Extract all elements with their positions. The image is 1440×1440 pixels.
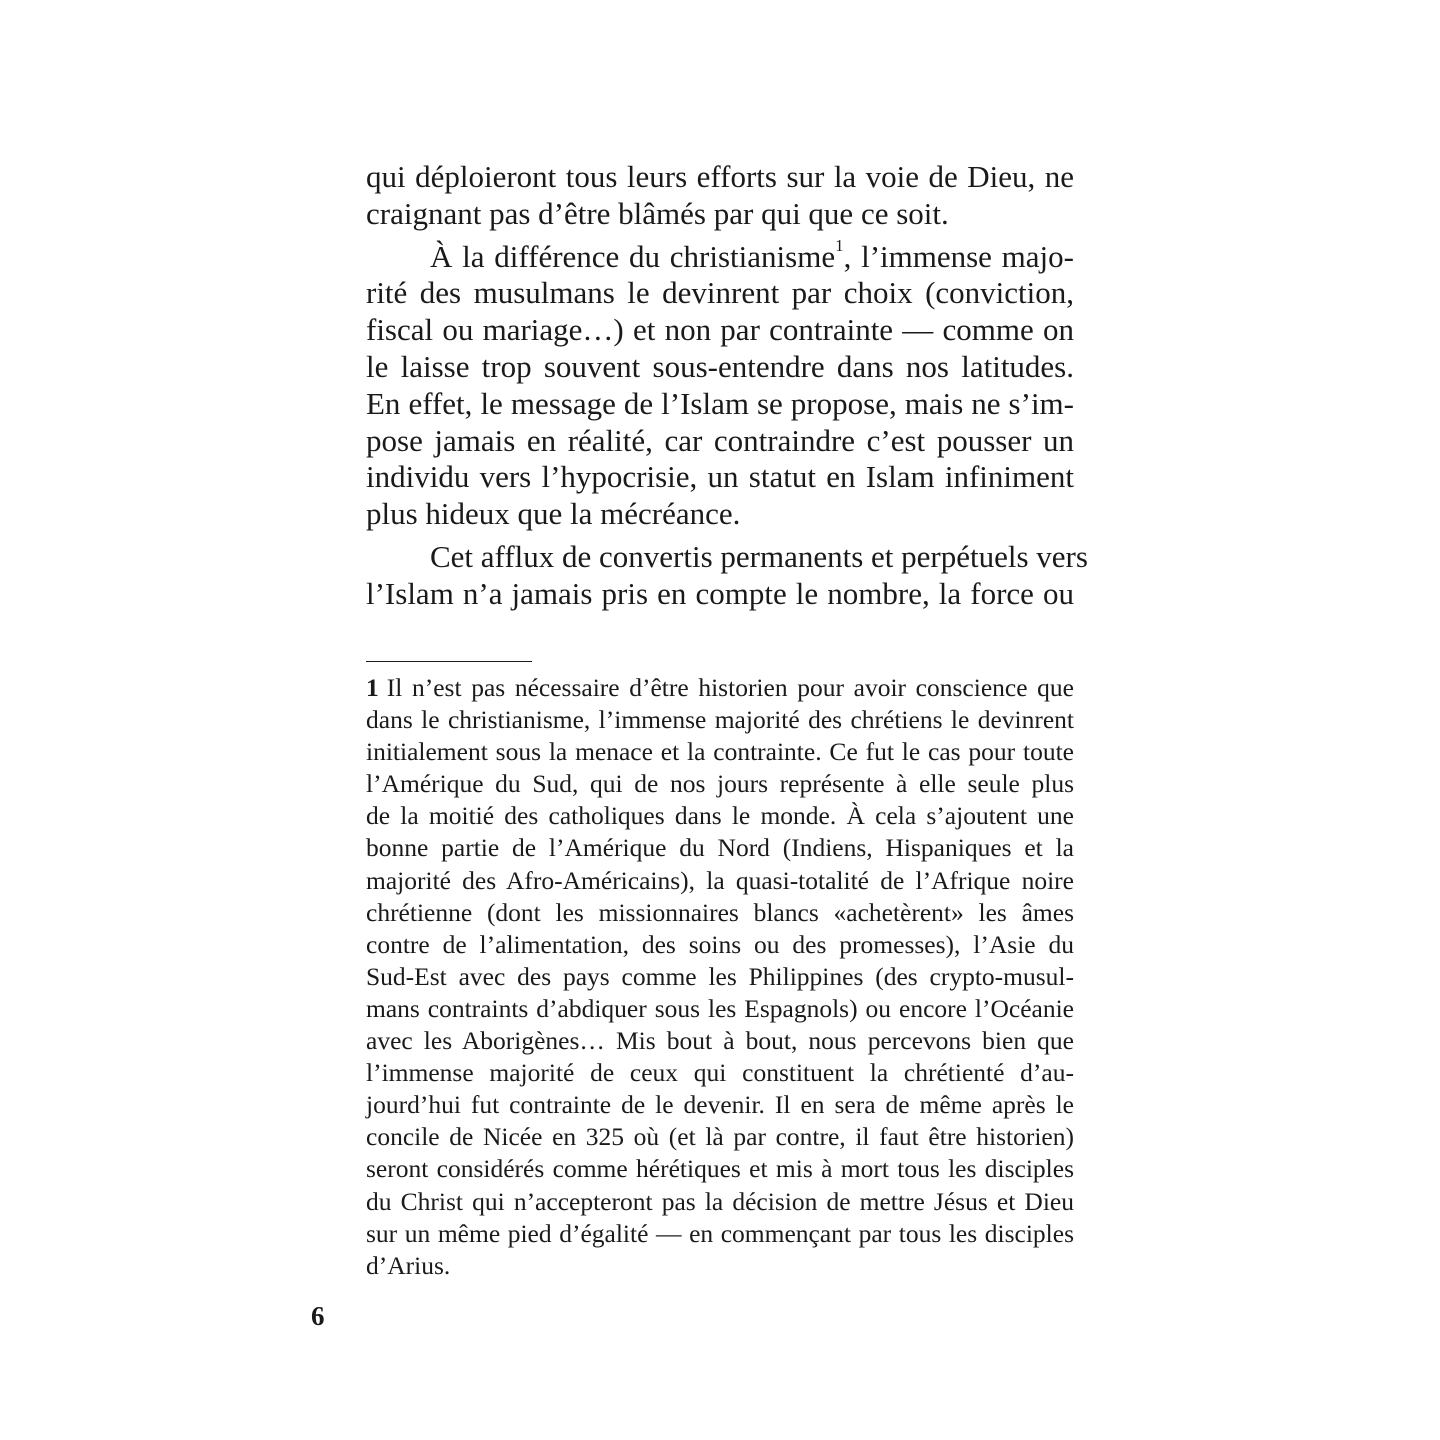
footnote-line: du Christ qui n’accepteront pas la décision de mettre Jésus et Dieu xyxy=(366,1186,1074,1216)
text-line: Cet afflux de convertis permanents et perpétuels vers xyxy=(430,538,1088,574)
footnote-line: l’immense majorité de ceux qui constituent la chrétienté d’au- xyxy=(366,1058,1074,1088)
text-line: rité des musulmans le devinrent par choix (conviction, xyxy=(366,275,1074,311)
footnote-line: contre de l’alimentation, des soins ou des promesses), l’Asie du xyxy=(366,929,1074,959)
text-segment: Il n’est pas nécessaire d’être historien pour avoir conscience que xyxy=(386,673,1074,702)
footnote-reference: 1 xyxy=(835,235,844,255)
page-number: 6 xyxy=(311,1301,325,1331)
footnote-line: l’Amérique du Sud, qui de nos jours représente à elle seule plus xyxy=(366,769,1074,799)
footnote-line: chrétienne (dont les missionnaires blancs «achetèrent» les âmes xyxy=(366,897,1074,927)
footnote-line: seront considérés comme hérétiques et mis à mort tous les disciples xyxy=(366,1154,1074,1184)
text-line: craignant pas d’être blâmés par qui que ce soit. xyxy=(366,195,949,231)
footnote-line: majorité des Afro-Américains), la quasi-totalité de l’Afrique noire xyxy=(366,865,1074,895)
text-line: l’Islam n’a jamais pris en compte le nombre, la force ou xyxy=(366,575,1074,611)
footnote-line: jourd’hui fut contrainte de le devenir. Il en sera de même après le xyxy=(366,1090,1074,1120)
text-line: pose jamais en réalité, car contraindre c’est pousser un xyxy=(366,422,1074,458)
text-line: En effet, le message de l’Islam se propose, mais ne s’im- xyxy=(366,385,1074,421)
footnote-line: Sud-Est avec des pays comme les Philippines (des crypto-musul- xyxy=(366,961,1074,991)
main-text xyxy=(366,159,1088,613)
footnote-line: initialement sous la menace et la contrainte. Ce fut le cas pour toute xyxy=(366,737,1074,767)
footnote-line: de la moitié des catholiques dans le monde. À cela s’ajoutent une xyxy=(366,801,1074,831)
footnote-number: 1 xyxy=(366,673,379,702)
footnote-line: concile de Nicée en 325 où (et là par contre, il faut être historien) xyxy=(366,1122,1074,1152)
footnote-line xyxy=(366,672,1074,704)
footnote-line: dans le christianisme, l’immense majorité des chrétiens le devinrent xyxy=(366,705,1074,735)
text-line: le laisse trop souvent sous-entendre dans nos latitudes. xyxy=(366,348,1074,384)
text-line: plus hideux que la mécréance. xyxy=(366,496,741,532)
footnote xyxy=(366,672,1074,1282)
footnote-line: mans contraints d’abdiquer sous les Espagnols) ou encore l’Océanie xyxy=(366,993,1074,1023)
footnote-line: bonne partie de l’Amérique du Nord (Indiens, Hispaniques et la xyxy=(366,833,1074,863)
text-segment: À la différence du christianisme xyxy=(430,238,836,274)
footnote-line: sur un même pied d’égalité — en commençant par tous les disciples xyxy=(366,1218,1074,1248)
footnote-line: d’Arius. xyxy=(366,1250,451,1280)
footnote-line: avec les Aborigènes… Mis bout à bout, nous percevons bien que xyxy=(366,1026,1074,1056)
text-line xyxy=(366,235,1074,276)
text-line: qui déploieront tous leurs efforts sur la voie de Dieu, ne xyxy=(366,159,1074,194)
footnote-separator xyxy=(366,661,532,662)
text-segment: , l’immense majo- xyxy=(843,238,1074,274)
text-line: fiscal ou mariage…) et non par contrainte — comme on xyxy=(366,312,1074,348)
text-line: individu vers l’hypocrisie, un statut en Islam infiniment xyxy=(366,459,1074,495)
